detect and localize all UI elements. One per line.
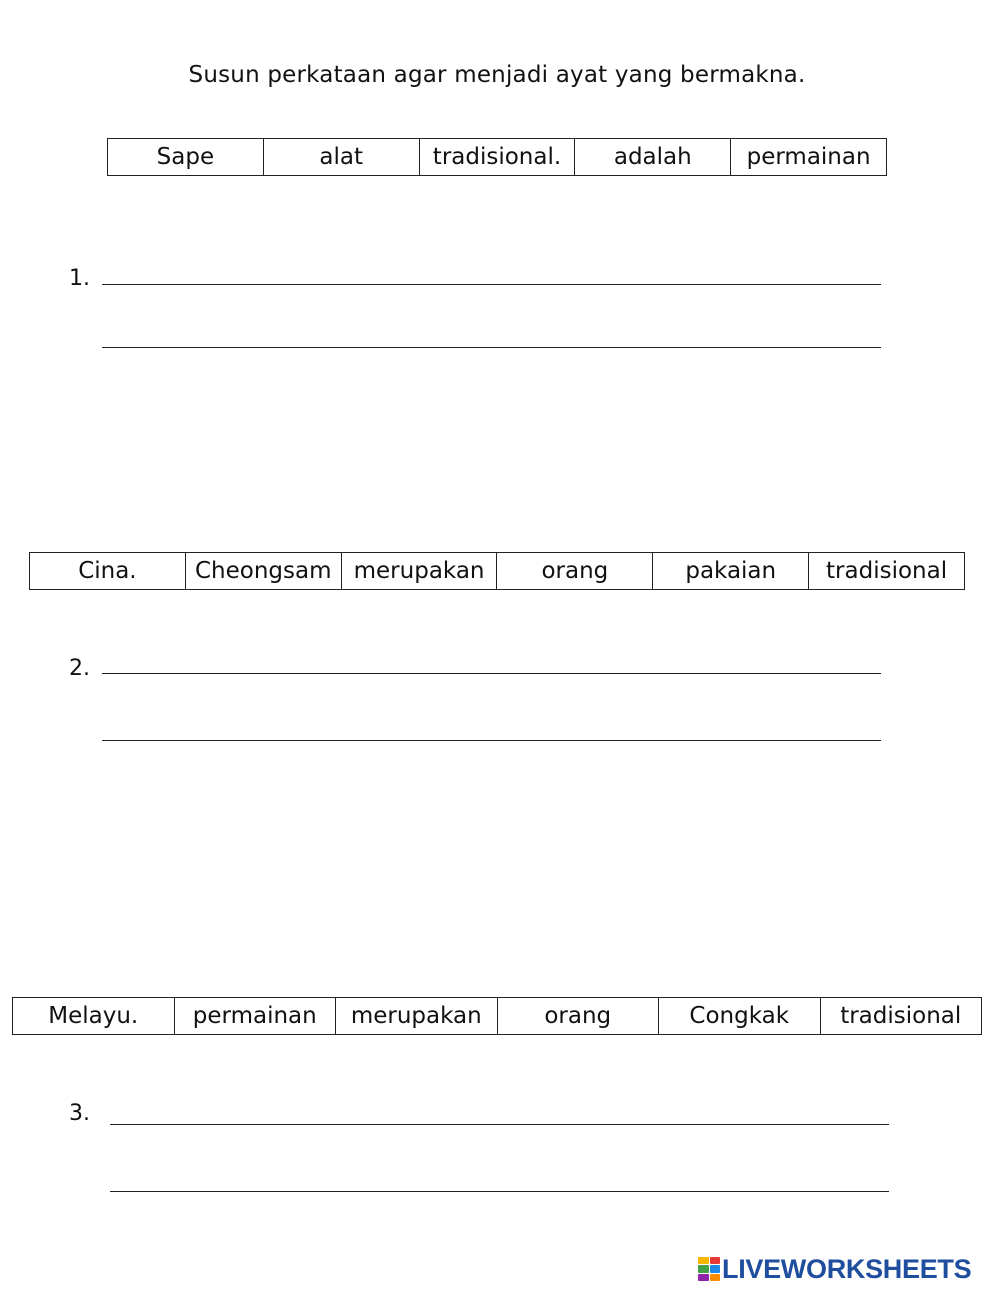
word-cell: tradisional. [419,139,575,176]
word-cell: Cina. [30,553,186,590]
word-cell: Sape [108,139,264,176]
word-table-2 [29,552,965,590]
answer-line-3b[interactable] [110,1191,889,1192]
word-cell: tradisional [809,553,965,590]
instruction-text: Susun perkataan agar menjadi ayat yang bermakna. [188,62,806,88]
liveworksheets-logo [698,1254,971,1284]
answer-line-2a[interactable] [102,673,881,674]
word-cell: permainan [731,139,887,176]
word-cell: orang [497,998,659,1035]
question-number-3: 3. [69,1101,90,1126]
word-table-1 [107,138,887,176]
question-number-1: 1. [69,266,90,291]
word-cell: tradisional [820,998,982,1035]
word-table-3 [12,997,982,1035]
word-cell: permainan [174,998,336,1035]
word-cell: adalah [575,139,731,176]
answer-line-1a[interactable] [102,284,881,285]
word-cell: merupakan [341,553,497,590]
word-cell: pakaian [653,553,809,590]
word-cell: alat [263,139,419,176]
answer-line-1b[interactable] [102,347,881,348]
word-cell: Cheongsam [185,553,341,590]
word-cell: Congkak [659,998,821,1035]
logo-mark-icon [698,1257,720,1281]
answer-line-2b[interactable] [102,740,881,741]
question-number-2: 2. [69,656,90,681]
word-cell: merupakan [336,998,498,1035]
answer-line-3a[interactable] [110,1124,889,1125]
logo-text: LIVEWORKSHEETS [722,1253,972,1284]
word-cell: Melayu. [13,998,175,1035]
word-cell: orang [497,553,653,590]
